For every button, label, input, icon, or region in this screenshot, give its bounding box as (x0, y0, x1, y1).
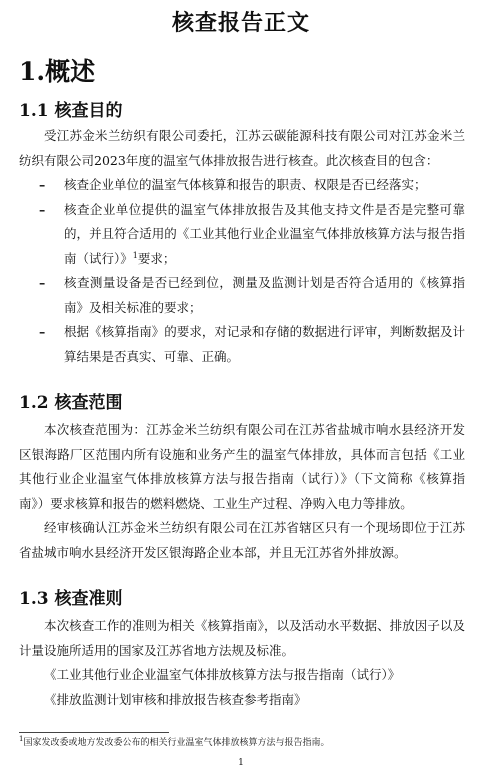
reference-guideline-1: 《工业其他行业企业温室气体排放核算方法与报告指南（试行）》 (44, 667, 401, 682)
document-title: 核查报告正文 (171, 10, 310, 36)
list-item (19, 271, 465, 320)
reference-guideline-2: 《排放监测计划审核和排放报告核查参考指南》 (44, 692, 307, 707)
bullet-text: 核查企业单位的温室气体核算和报告的职责、权限是否已经落实； (64, 177, 427, 192)
purpose-intro-paragraph: 受江苏金米兰纺织有限公司委托，江苏云碳能源科技有限公司对江苏金米兰纺织有限公司2023年度的温室气体排放报告进行核查。此次核查目的包含： (19, 128, 465, 168)
scope-paragraph-1: 本次核查范围为：江苏金米兰纺织有限公司在江苏省盐城市响水县经济开发区银海路厂区范围内所有设施和业务产生的温室气体排放，具体而言包括《工业其他行业企业温室气体排放核算方法与报告指南（试行）》（下文简称《核算指南》）要求核算和报告的燃料燃烧、工业生产过程、净购入电力等排放。 (19, 422, 465, 511)
section-1-1-heading: 1.1 核查目的 (19, 101, 123, 121)
purpose-bullet-list (19, 173, 465, 369)
list-item (19, 198, 465, 272)
criteria-paragraph: 本次核查工作的准则为相关《核算指南》，以及活动水平数据、排放因子以及计量设施所适用的国家及江苏省地方法规及标准。 (19, 618, 465, 658)
footnote-divider (19, 732, 169, 733)
footnote (19, 737, 329, 749)
footnote-reference: 1 (132, 250, 138, 260)
bullet-text: 核查企业单位提供的温室气体排放报告及其他支持文件是否是完整可靠的，并且符合适用的《工业其他行业企业温室气体排放核算方法与报告指南（试行）》 (64, 201, 465, 266)
section-1-heading: 1.概述 (19, 57, 96, 86)
list-item (19, 173, 465, 198)
list-item (19, 320, 465, 369)
bullet-text-tail: 要求； (137, 250, 176, 266)
footnote-text: 国家发改委或地方发改委公布的相关行业温室气体排放核算方法与报告指南。 (23, 738, 330, 748)
bullet-text: 根据《核算指南》的要求，对记录和存储的数据进行评审，判断数据及计算结果是否真实、可靠、正确。 (64, 324, 465, 364)
bullet-dash-icon: – (39, 177, 46, 192)
bullet-dash-icon: – (39, 275, 46, 290)
bullet-dash-icon: – (39, 201, 46, 217)
bullet-dash-icon: – (39, 324, 46, 339)
scope-paragraph-2: 经审核确认江苏金米兰纺织有限公司在江苏省辖区只有一个现场即位于江苏省盐城市响水县经济开发区银海路企业本部，并且无江苏省外排放源。 (19, 520, 465, 560)
page-number: 1 (238, 758, 244, 768)
section-1-2-heading: 1.2 核查范围 (19, 393, 123, 413)
footnote-number: 1 (19, 735, 24, 743)
bullet-text: 核查测量设备是否已经到位，测量及监测计划是否符合适用的《核算指南》及相关标准的要求； (64, 275, 465, 315)
section-1-3-heading: 1.3 核查准则 (19, 589, 123, 609)
